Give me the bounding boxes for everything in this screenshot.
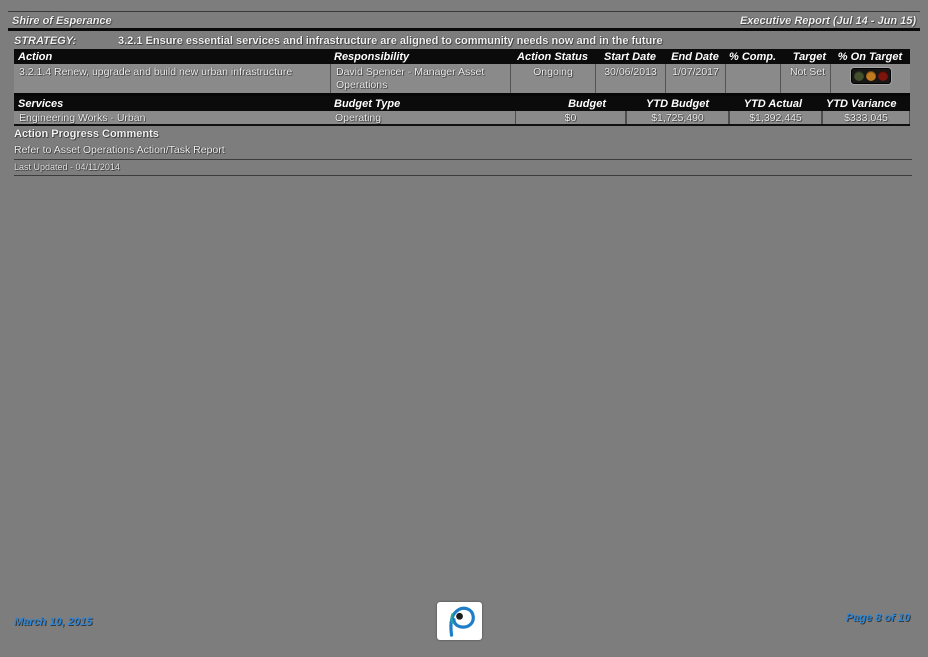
column-header-ytd-budget: YTD Budget bbox=[646, 97, 709, 110]
traffic-light-indicator bbox=[851, 68, 891, 84]
service-cell: Engineering Works - Urban bbox=[19, 111, 146, 124]
header-divider bbox=[8, 28, 920, 31]
column-header-on-target: % On Target bbox=[837, 50, 903, 63]
ytd-budget-cell: $1,725,490 bbox=[626, 111, 729, 124]
services-table-row bbox=[14, 111, 910, 126]
action-status-cell: Ongoing bbox=[510, 64, 595, 93]
budget-cell: $0 bbox=[515, 111, 626, 124]
page-header bbox=[12, 15, 916, 27]
action-progress-comments-section bbox=[14, 128, 912, 176]
footer-page-number: Page 8 of 10 bbox=[845, 612, 910, 624]
strategy-row bbox=[14, 35, 914, 49]
column-header-end-date: End Date bbox=[671, 50, 719, 63]
report-period-label: Executive Report (Jul 14 - Jun 15) bbox=[739, 15, 916, 27]
budget-type-cell: Operating bbox=[335, 111, 382, 124]
comments-body: Refer to Asset Operations Action/Task Report bbox=[14, 144, 912, 160]
strategy-label: STRATEGY: bbox=[14, 35, 77, 47]
footer-date: March 10, 2015 bbox=[14, 616, 93, 628]
strategy-text: 3.2.1 Ensure essential services and infrastructure are aligned to community needs now and in the future bbox=[118, 35, 663, 47]
traffic-light-red-icon bbox=[878, 71, 888, 81]
column-header-ytd-variance: YTD Variance bbox=[826, 97, 897, 110]
interplan-logo bbox=[437, 602, 482, 640]
services-table-header bbox=[14, 96, 910, 111]
traffic-light-green-icon bbox=[854, 71, 864, 81]
top-divider bbox=[8, 11, 920, 12]
column-header-ytd-actual: YTD Actual bbox=[743, 97, 802, 110]
column-header-action-status: Action Status bbox=[517, 50, 588, 63]
interplan-logo-icon bbox=[441, 605, 479, 637]
on-target-cell bbox=[830, 64, 910, 93]
actions-table-header bbox=[14, 49, 910, 64]
column-header-budget-type: Budget Type bbox=[334, 97, 401, 110]
action-cell: 3.2.1.4 Renew, upgrade and build new urban infrastructure bbox=[19, 66, 293, 78]
action-table-row bbox=[14, 64, 910, 96]
column-header-action: Action bbox=[18, 50, 53, 63]
traffic-light-amber-icon bbox=[866, 71, 876, 81]
column-header-responsibility: Responsibility bbox=[334, 50, 410, 63]
report-title: Shire of Esperance bbox=[12, 15, 112, 27]
comments-title: Action Progress Comments bbox=[14, 128, 159, 140]
column-header-start-date: Start Date bbox=[604, 50, 656, 63]
column-header-services: Services bbox=[18, 97, 64, 110]
end-date-cell: 1/07/2017 bbox=[665, 64, 725, 93]
start-date-cell: 30/06/2013 bbox=[595, 64, 665, 93]
ytd-variance-cell: $333,045 bbox=[822, 111, 910, 124]
column-header-target: Target bbox=[792, 50, 826, 63]
column-header-pct-comp: % Comp. bbox=[729, 50, 777, 63]
pct-comp-cell bbox=[725, 64, 780, 93]
target-cell: Not Set bbox=[780, 64, 830, 93]
ytd-actual-cell: $1,392,445 bbox=[729, 111, 822, 124]
responsibility-cell: David Spencer - Manager Asset Operations bbox=[330, 64, 510, 93]
comments-last-updated: Last Updated - 04/11/2014 bbox=[14, 160, 912, 176]
column-header-budget: Budget bbox=[568, 97, 606, 110]
